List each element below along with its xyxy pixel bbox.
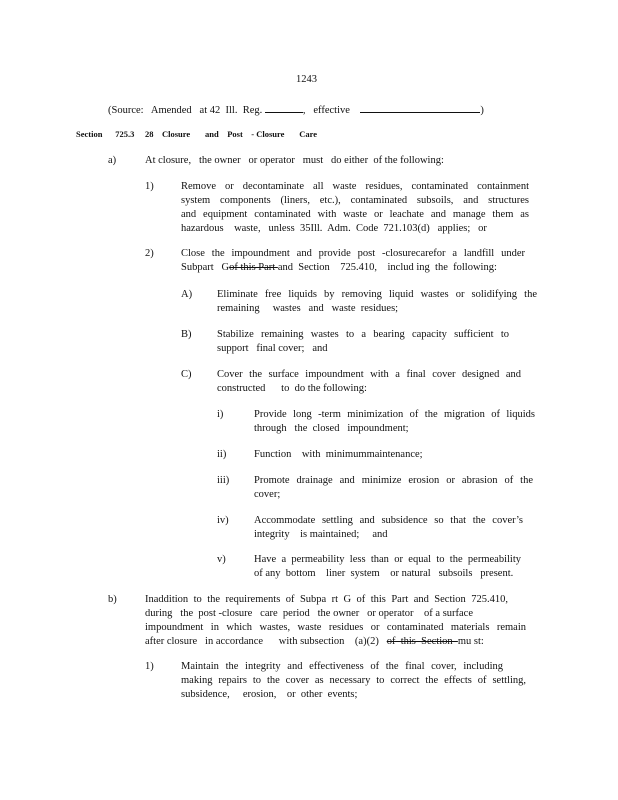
a2Ci-line-2: through the closed impoundment; xyxy=(254,423,409,434)
b1-line-1: Maintain the integrity and effectiveness of the final cover, including xyxy=(181,661,503,672)
a2Cii-label: ii) xyxy=(217,449,227,460)
b1-label: 1) xyxy=(145,661,154,672)
a2-label: 2) xyxy=(145,248,154,259)
a1-line-3: and equipment contaminated with waste or leachate and manage them as xyxy=(181,209,529,220)
a1-line-2: system components (liners, etc.), contaminated subsoils, and structures xyxy=(181,195,529,206)
register-page-blank xyxy=(265,101,303,113)
b-line-4-text: after closure in accordance with subsection (a)(2) xyxy=(145,636,387,647)
a2B-line-1: Stabilize remaining wastes to a bearing capacity sufficient to xyxy=(217,329,509,340)
a2-line-2-rest: and Section 725.410, includ ing the following: xyxy=(277,262,497,273)
a2B-label: B) xyxy=(181,329,192,340)
a2B-line-2: support final cover; and xyxy=(217,343,328,354)
a2Civ-line-2: integrity is maintained; and xyxy=(254,529,388,540)
a2C-label: C) xyxy=(181,369,192,380)
a2Cv-line-1: Have a permeability less than or equal to the permeability xyxy=(254,554,521,565)
subsection-a-label: a) xyxy=(108,155,117,166)
a2-line-1: Close the impoundment and provide post -closurecarefor a landfill under xyxy=(181,248,525,259)
section-heading: Section 725.3 28 Closure and Post - Closure Care xyxy=(76,129,318,139)
a2-deleted-text: of this Part xyxy=(229,262,278,273)
a1-line-1: Remove or decontaminate all waste residues, contaminated containment xyxy=(181,181,529,192)
a1-label: 1) xyxy=(145,181,154,192)
b1-line-3: subsidence, erosion, or other events; xyxy=(181,689,358,700)
b1-line-2: making repairs to the cover as necessary to correct the effects of settling, xyxy=(181,675,526,686)
b-line-4 xyxy=(145,634,484,649)
a2Civ-label: iv) xyxy=(217,515,229,526)
source-separator: , xyxy=(302,105,306,116)
page-number: 1243 xyxy=(296,74,317,85)
a2Ciii-line-2: cover; xyxy=(254,489,281,500)
a2A-label: A) xyxy=(181,289,193,300)
a2Ciii-label: iii) xyxy=(217,475,230,486)
b-line-4-end: mu st: xyxy=(457,636,484,647)
a2-line-2 xyxy=(181,260,497,275)
a2-subpart: Subpart G xyxy=(181,262,230,273)
a2Ci-line-1: Provide long -term minimization of the migration of liquids xyxy=(254,409,535,420)
source-line xyxy=(108,101,484,118)
a2Cv-line-2: of any bottom liner system or natural subsoils present. xyxy=(254,568,514,579)
a2Cv-label: v) xyxy=(217,554,226,565)
subsection-a-text: At closure, the owner or operator must do either of the following: xyxy=(145,155,444,166)
b-line-1: Inaddition to the requirements of Subpa rt G of this Part and Section 725.410, xyxy=(145,594,508,605)
source-close-paren: ) xyxy=(480,105,484,116)
a1-line-4: hazardous waste, unless 35Ill. Adm. Code 721.103(d) applies; or xyxy=(181,223,487,234)
a2C-line-2: constructed to do the following: xyxy=(217,383,367,394)
b-deleted-text: of this Section xyxy=(386,636,458,647)
source-prefix: (Source: Amended at 42 Ill. Reg. xyxy=(108,105,263,116)
a2Civ-line-1: Accommodate settling and subsidence so that the cover’s xyxy=(254,515,523,526)
a2C-line-1: Cover the surface impoundment with a final cover designed and xyxy=(217,369,521,380)
b-line-2: during the post -closure care period the owner or operator of a surface xyxy=(145,608,474,619)
subsection-b-label: b) xyxy=(108,594,117,605)
a2Cii-line-1: Function with minimummaintenance; xyxy=(254,449,423,460)
a2A-line-1: Eliminate free liquids by removing liquid wastes or solidifying the xyxy=(217,289,537,300)
a2Ciii-line-1: Promote drainage and minimize erosion or abrasion of the xyxy=(254,475,533,486)
a2Ci-label: i) xyxy=(217,409,224,420)
source-effective-label: effective xyxy=(313,105,350,116)
a2A-line-2: remaining wastes and waste residues; xyxy=(217,303,399,314)
effective-date-blank xyxy=(360,101,480,113)
b-line-3: impoundment in which wastes, waste residues or contaminated materials remain xyxy=(145,622,526,633)
